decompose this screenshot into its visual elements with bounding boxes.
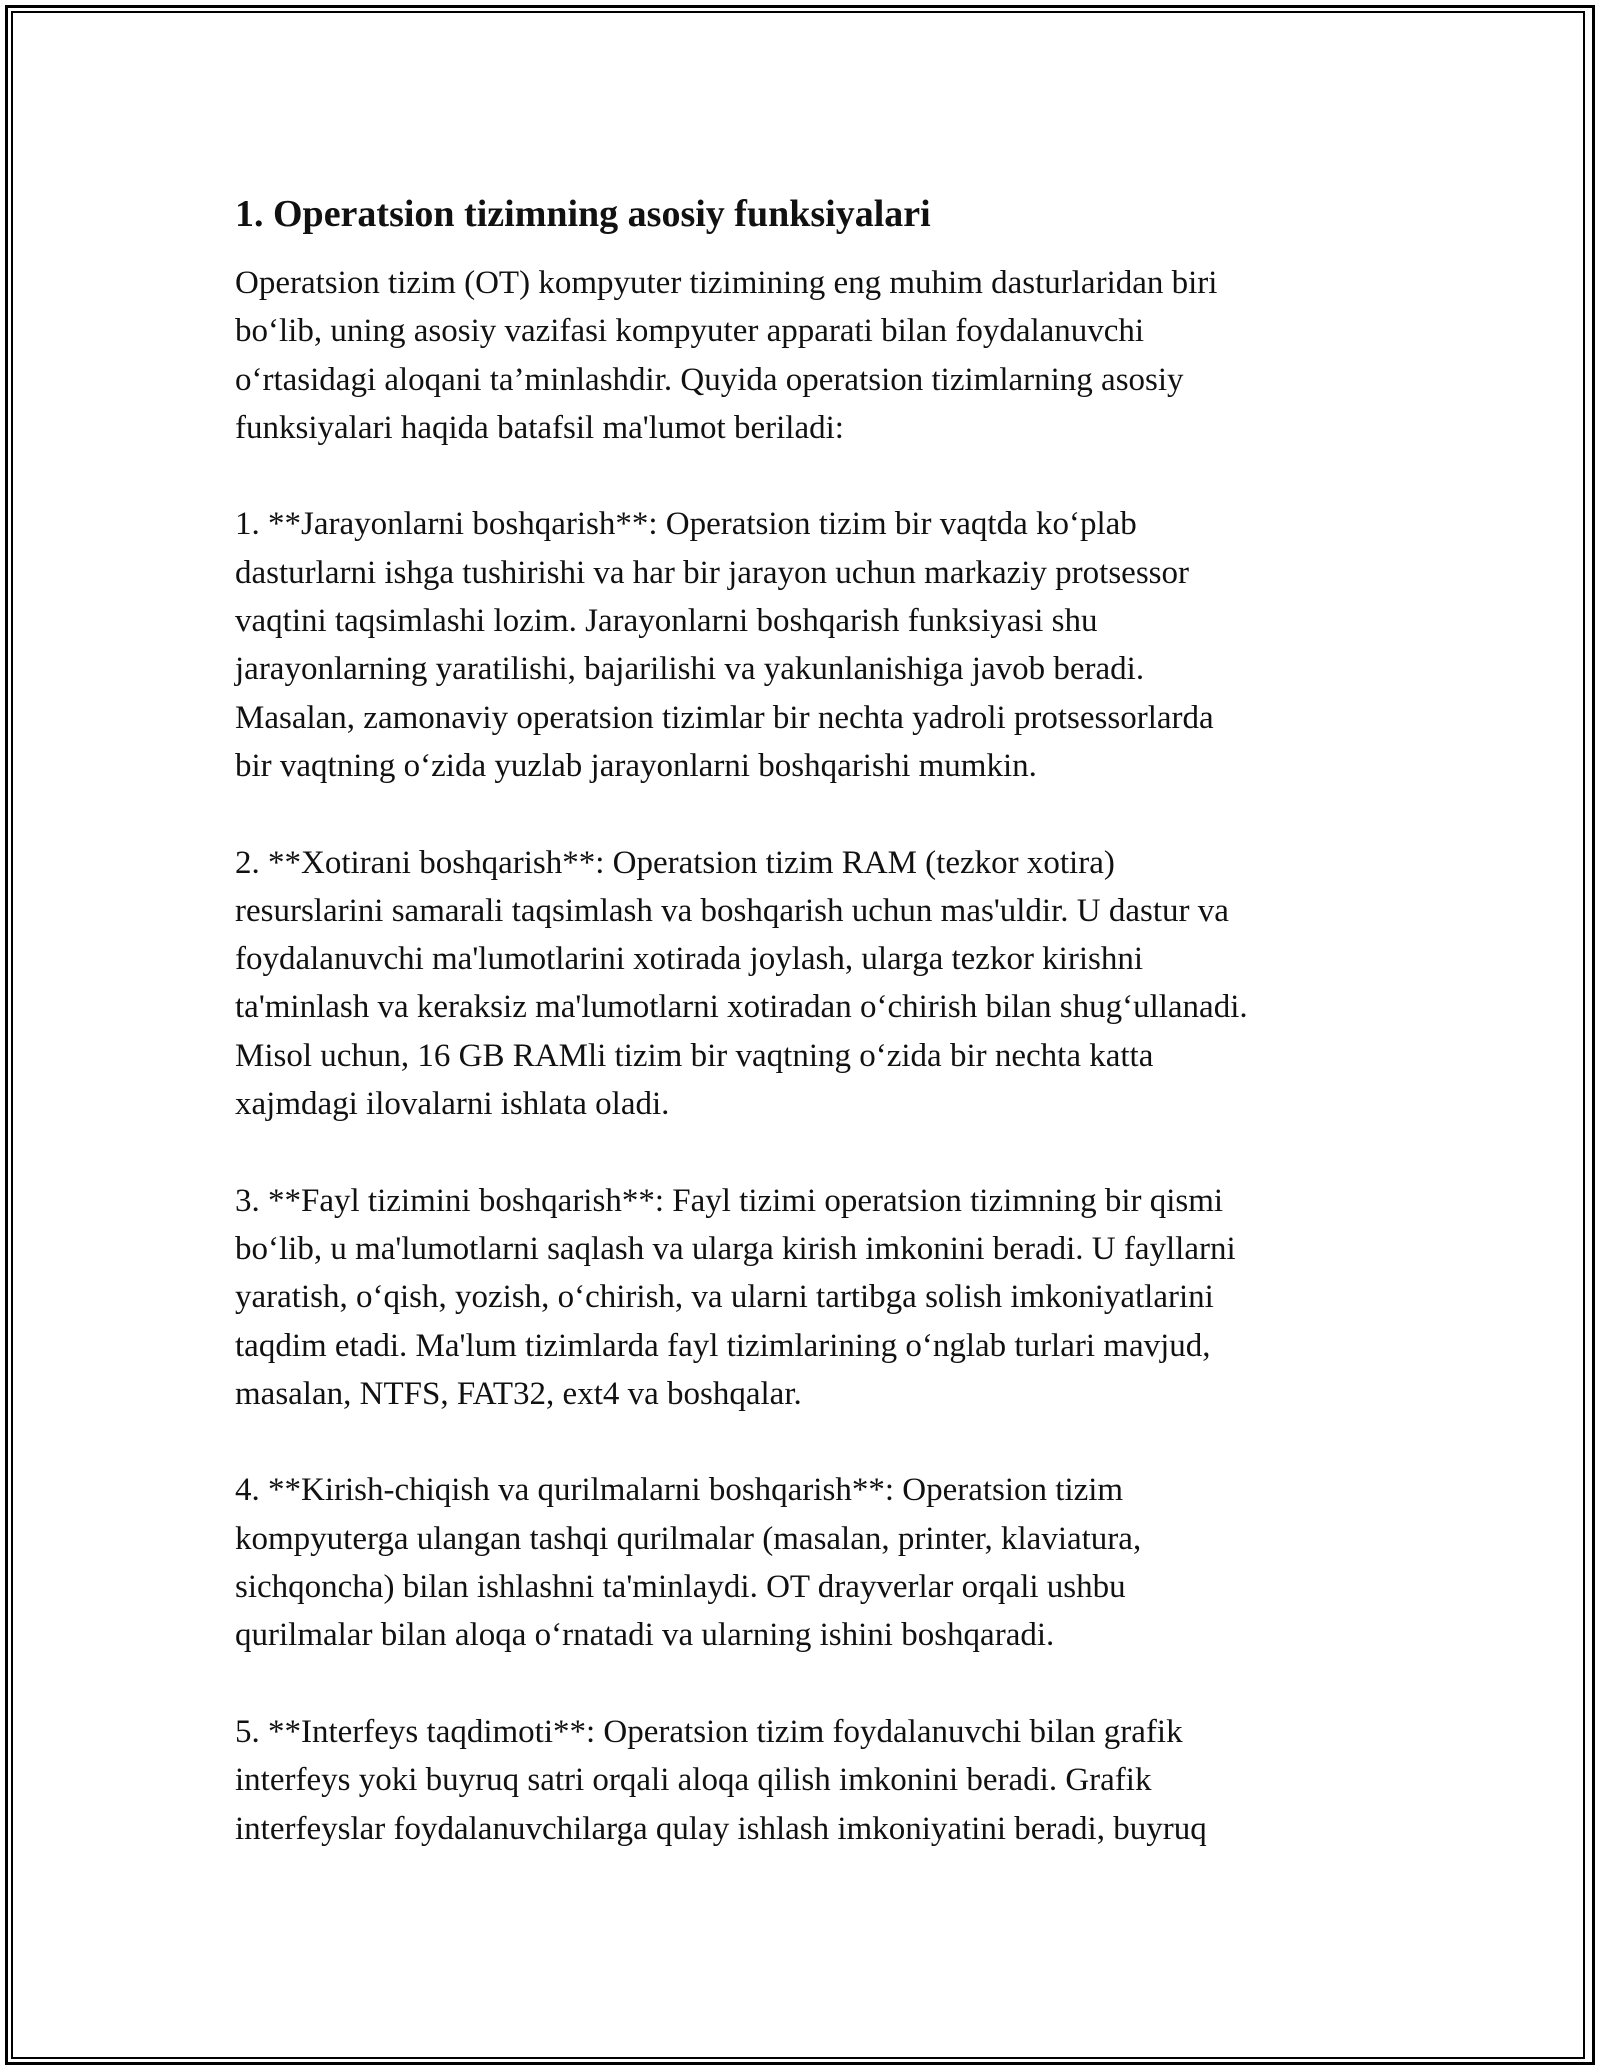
text-line: interfeyslar foydalanuvchilarga qulay ishlash imkoniyatini beradi, buyruq	[235, 1810, 1207, 1847]
list-item-memory-management	[235, 839, 1375, 1129]
text-line: bo‘lib, uning asosiy vazifasi kompyuter apparati bilan foydalanuvchi	[235, 313, 1145, 350]
text-line: resurslarini samarali taqsimlash va boshqarish uchun mas'uldir. U dastur va	[235, 892, 1229, 929]
text-line: taqdim etadi. Ma'lum tizimlarda fayl tizimlarining o‘nglab turlari mavjud,	[235, 1327, 1211, 1364]
text-line: Masalan, zamonaviy operatsion tizimlar bir nechta yadroli protsessorlarda	[235, 699, 1214, 736]
text-line: kompyuterga ulangan tashqi qurilmalar (masalan, printer, klaviatura,	[235, 1520, 1142, 1557]
text-line: bo‘lib, u ma'lumotlarni saqlash va ularga kirish imkonini beradi. U fayllarni	[235, 1230, 1236, 1267]
text-line: sichqoncha) bilan ishlashni ta'minlaydi. OT drayverlar orqali ushbu	[235, 1569, 1126, 1606]
text-line: o‘rtasidagi aloqani ta’minlashdir. Quyida operatsion tizimlarning asosiy	[235, 361, 1184, 398]
text-line: 2. **Xotirani boshqarish**: Operatsion tizim RAM (tezkor xotira)	[235, 844, 1115, 881]
text-line: 4. **Kirish-chiqish va qurilmalarni boshqarish**: Operatsion tizim	[235, 1472, 1124, 1509]
text-line: 5. **Interfeys taqdimoti**: Operatsion tizim foydalanuvchi bilan grafik	[235, 1713, 1183, 1750]
list-item-interface	[235, 1708, 1375, 1853]
text-line: Operatsion tizim (OT) kompyuter tizimining eng muhim dasturlaridan biri	[235, 265, 1218, 301]
text-line: ta'minlash va keraksiz ma'lumotlarni xotiradan o‘chirish bilan shug‘ullanadi.	[235, 989, 1248, 1026]
text-line: 1. **Jarayonlarni boshqarish**: Operatsion tizim bir vaqtda ko‘plab	[235, 506, 1137, 543]
text-line: masalan, NTFS, FAT32, ext4 va boshqalar.	[235, 1375, 802, 1412]
text-line: bir vaqtning o‘zida yuzlab jarayonlarni boshqarishi mumkin.	[235, 747, 1037, 784]
text-line: qurilmalar bilan aloqa o‘rnatadi va ularning ishini boshqaradi.	[235, 1617, 1055, 1654]
text-line: funksiyalari haqida batafsil ma'lumot beriladi:	[235, 409, 844, 446]
text-line: dasturlarni ishga tushirishi va har bir jarayon uchun markaziy protsessor	[235, 554, 1190, 591]
list-item-file-system	[235, 1177, 1375, 1418]
text-line: Misol uchun, 16 GB RAMli tizim bir vaqtning o‘zida bir nechta katta	[235, 1037, 1154, 1074]
intro-paragraph	[235, 259, 1375, 452]
document-heading: 1. Operatsion tizimning asosiy funksiyalari	[235, 193, 931, 235]
text-line: yaratish, o‘qish, yozish, o‘chirish, va ularni tartibga solish imkoniyatlarini	[235, 1279, 1214, 1316]
document-body	[235, 188, 1375, 1853]
text-line: interfeys yoki buyruq satri orqali aloqa qilish imkonini beradi. Grafik	[235, 1762, 1152, 1799]
text-line: xajmdagi ilovalarni ishlata oladi.	[235, 1086, 670, 1123]
text-line: foydalanuvchi ma'lumotlarini xotirada joylash, ularga tezkor kirishni	[235, 941, 1144, 978]
text-line: vaqtini taqsimlashi lozim. Jarayonlarni boshqarish funksiyasi shu	[235, 603, 1098, 640]
list-item-process-management	[235, 500, 1375, 790]
text-line: 3. **Fayl tizimini boshqarish**: Fayl tizimi operatsion tizimning bir qismi	[235, 1182, 1224, 1219]
list-item-io-devices	[235, 1466, 1375, 1659]
text-line: jarayonlarning yaratilishi, bajarilishi va yakunlanishiga javob beradi.	[235, 651, 1145, 688]
